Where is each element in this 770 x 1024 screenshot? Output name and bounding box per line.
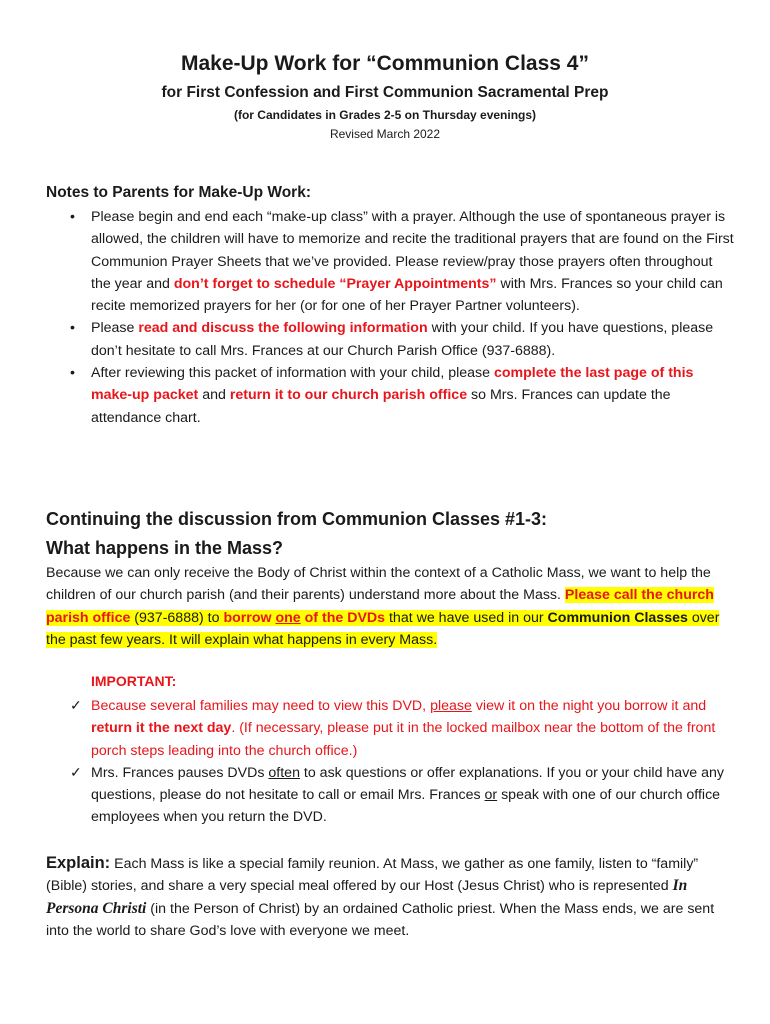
- section-heading-line: Continuing the discussion from Communion Classes #1-3:: [46, 509, 548, 529]
- check-text: speak with one of our church office employees when you return the DVD.: [91, 787, 721, 826]
- paragraph-text: Because we can only receive the Body of Christ within the context of a Catholic Mass, we want to help the children of our church parish (and their parents) understand more about the Mass.: [46, 565, 711, 604]
- highlight-red: of the DVDs: [300, 609, 386, 626]
- check-text: Mrs. Frances pauses DVDs: [91, 764, 269, 781]
- check-underline: often: [268, 764, 300, 781]
- page-title: Make-Up Work for “Communion Class 4”: [180, 52, 589, 75]
- bullet-icon: •: [70, 365, 75, 382]
- notes-heading: Notes to Parents for Make-Up Work:: [46, 184, 311, 201]
- notes-text: and: [198, 387, 230, 404]
- notes-text: Please: [91, 320, 139, 337]
- notes-text: with Mrs. Frances so your child can recite memorized prayers for her (or for one of her Prayer Partner volunteers).: [91, 275, 723, 315]
- section-heading-line: What happens in the Mass?: [46, 538, 284, 558]
- bullet-icon: •: [70, 320, 75, 337]
- highlight-red-underline: one: [275, 609, 301, 626]
- important-label: IMPORTANT:: [91, 673, 177, 689]
- audience-note: (for Candidates in Grades 2-5 on Thursday evenings): [233, 108, 537, 122]
- latin-phrase: In Persona Christi: [46, 877, 688, 917]
- check-underline: please: [430, 698, 472, 714]
- checkmark-icon: ✓: [70, 764, 82, 781]
- explain-label: Explain:: [46, 854, 111, 872]
- notes-emphasis: return it to our church parish office: [229, 387, 468, 404]
- explain-text: (in the Person of Christ) by an ordained Catholic priest. When the Mass ends, we are sent into the world to share God’s love with everyone we meet.: [46, 900, 715, 939]
- page-subtitle: for First Confession and First Communion Sacramental Prep: [161, 84, 609, 101]
- highlight-bold: Communion Classes: [547, 609, 688, 626]
- section-heading: [46, 505, 736, 563]
- notes-emphasis: don’t forget to schedule “Prayer Appointments”: [173, 275, 497, 292]
- highlight-text: over the past few years. It will explain what happens in every Mass.: [46, 609, 720, 648]
- explain-paragraph: [46, 852, 736, 942]
- explain-text: Each Mass is like a special family reunion. At Mass, we gather as one family, listen to “family” (Bible) stories, and share a very special meal offered by our Host (Jesus Christ) who is represented: [46, 856, 699, 895]
- check-text: to ask questions or offer explanations. If you or your child have any questions, please do not hesitate to call or email Mrs. Frances: [91, 764, 725, 804]
- revision-note: Revised March 2022: [329, 127, 441, 141]
- notes-item: [46, 206, 736, 317]
- notes-emphasis: complete the last page of this make-up packet: [91, 365, 694, 404]
- section-paragraph: [46, 562, 732, 651]
- highlight-text: (937-6888) to: [130, 609, 224, 626]
- check-bold: return it the next day: [91, 720, 232, 737]
- notes-item: [46, 317, 736, 362]
- check-item: [46, 762, 736, 829]
- important-list: [46, 695, 736, 829]
- highlight-text: that we have used in our: [385, 609, 548, 626]
- check-text: view it on the night you borrow it and: [471, 698, 707, 714]
- notes-text: so Mrs. Frances can update the attendance chart.: [91, 387, 671, 426]
- check-text: Because several families may need to view this DVD,: [91, 698, 431, 714]
- checkmark-icon: ✓: [70, 698, 82, 714]
- notes-text: Please begin and end each “make-up class” with a prayer. Although the use of spontaneous prayer is allowed, the children will have to memorize and recite the traditional prayers that are found on the First Communion Prayer Sheets that we’ve provided. Please review/pray those prayers often throughout the year and: [91, 209, 734, 292]
- highlight-red: Please call the church parish office: [46, 587, 714, 626]
- notes-text: with your child. If you have questions, please don’t hesitate to call Mrs. Frances at our Church Parish Office (937-6888).: [91, 320, 714, 359]
- notes-text: After reviewing this packet of information with your child, please: [91, 365, 494, 382]
- check-underline: or: [484, 787, 498, 804]
- check-text: . (If necessary, please put it in the locked mailbox near the bottom of the front porch steps leading into the church office.): [91, 720, 716, 759]
- notes-emphasis: read and discuss the following information: [138, 320, 428, 337]
- notes-item: [46, 362, 736, 429]
- bullet-icon: •: [70, 209, 75, 225]
- check-item: [46, 695, 736, 762]
- notes-list: [46, 206, 736, 429]
- highlight-red: borrow: [223, 609, 276, 626]
